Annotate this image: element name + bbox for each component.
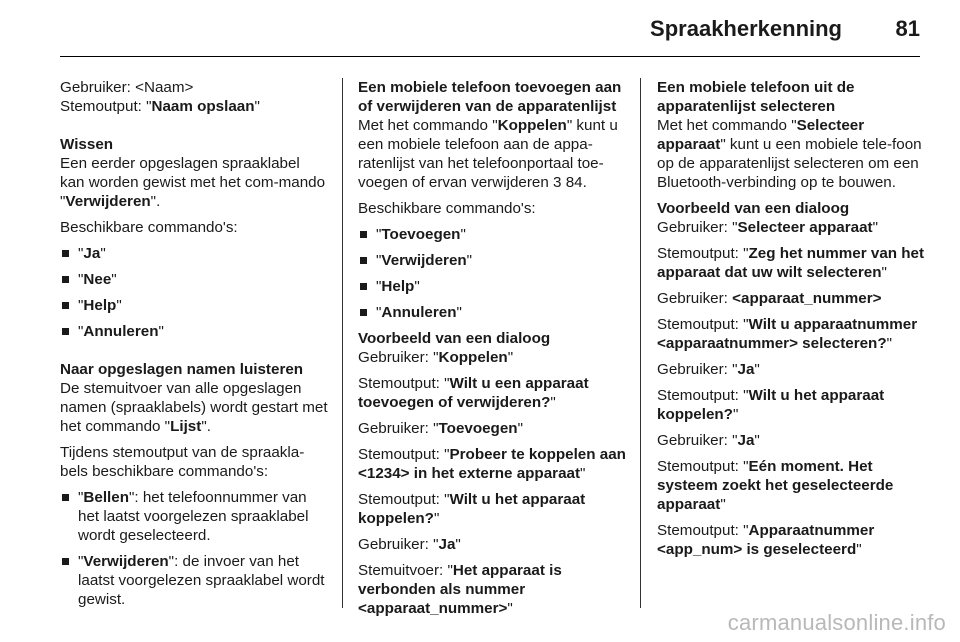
- dialog-line: Stemoutput: "Wilt u het apparaat koppelen?": [358, 491, 586, 527]
- list-item: "Help": [60, 296, 328, 315]
- dialog-line: Stemoutput: "Wilt u een apparaat toevoegen of verwijderen?": [358, 375, 589, 411]
- section-heading-koppelen: Een mobiele telefoon toevoegen aan of verwijderen van de apparatenlijst: [358, 79, 622, 115]
- dialog-line: Gebruiker: "Ja": [358, 536, 461, 553]
- dialog-line: Stemuitvoer: "Het apparaat is verbonden als nummer <apparaat_nummer>": [358, 562, 562, 617]
- section-heading-selecteren: Een mobiele telefoon uit de apparatenlijst selecteren: [657, 79, 855, 115]
- dialog-line: Stemoutput: "Apparaatnummer <app_num> is geselecteerd": [657, 522, 875, 558]
- available-commands: Beschikbare commando's:: [358, 200, 536, 217]
- section-heading-dialog: Voorbeeld van een dialoog: [358, 330, 551, 347]
- list-item: "Verwijderen": [358, 251, 626, 270]
- page-title: Spraakherkenning: [650, 16, 842, 41]
- dialog-line: Gebruiker: "Ja": [657, 432, 760, 449]
- available-commands: Beschikbare commando's:: [60, 219, 238, 236]
- list-item: "Verwijderen": de invoer van het laatst voorgelezen spraaklabel wordt gewist.: [60, 552, 328, 609]
- dialog-line: Gebruiker: "Toevoegen": [358, 420, 523, 437]
- list-item: "Annuleren": [60, 322, 328, 341]
- dialog-line: Stemoutput: "Eén moment. Het systeem zoekt het geselecteerde apparaat": [657, 458, 894, 513]
- tijdens-text: Tijdens stemoutput van de spraakla-bels beschikbare commando's:: [60, 444, 305, 480]
- dialog-line: Gebruiker: "Koppelen": [358, 349, 514, 366]
- list-item: "Nee": [60, 270, 328, 289]
- page-header: [0, 0, 960, 58]
- user-line: Gebruiker: <Naam>: [60, 79, 194, 96]
- wissen-text: Een eerder opgeslagen spraaklabel kan worden gewist met het com-mando "Verwijderen".: [60, 155, 326, 210]
- selecteren-text: Met het commando "Selecteer apparaat" kunt u een mobiele tele-foon op de apparatenlijst selecteren om een Bluetooth-verbinding op te bouwen.: [657, 117, 922, 191]
- header-rule: [60, 56, 920, 57]
- page-ref-icon: 3: [553, 174, 562, 191]
- list-item: "Help": [358, 277, 626, 296]
- list-item: "Annuleren": [358, 303, 626, 322]
- column-divider-1: [342, 78, 343, 608]
- voice-output-line: Stemoutput: "Naam opslaan": [60, 98, 260, 115]
- section-heading-wissen: Wissen: [60, 136, 114, 153]
- list-item: "Bellen": het telefoonnummer van het laatst voorgelezen spraaklabel wordt geselecteerd.: [60, 488, 328, 545]
- column-1: [60, 78, 328, 616]
- section-heading-dialog: Voorbeeld van een dialoog: [657, 200, 850, 217]
- koppelen-text: Met het commando "Koppelen" kunt u een mobiele telefoon aan de appa-ratenlijst van het telefoonportaal toe-voegen of ervan verwijderen 3 84.: [358, 117, 618, 191]
- list-item: "Ja": [60, 244, 328, 263]
- list-item: "Toevoegen": [358, 225, 626, 244]
- dialog-line: Stemoutput: "Zeg het nummer van het apparaat dat uw wilt selecteren": [657, 245, 925, 281]
- dialog-line: Gebruiker: <apparaat_nummer>: [657, 290, 882, 307]
- dialog-line: Gebruiker: "Selecteer apparaat": [657, 219, 879, 236]
- dialog-line: Stemoutput: "Wilt u apparaatnummer <apparaatnummer> selecteren?": [657, 316, 918, 352]
- column-3: [657, 78, 925, 566]
- column-2: [358, 78, 626, 625]
- dialog-line: Gebruiker: "Ja": [657, 361, 760, 378]
- page-number: 81: [895, 16, 920, 41]
- watermark: carmanualsonline.info: [727, 610, 946, 635]
- section-heading-naar: Naar opgeslagen namen luisteren: [60, 361, 304, 378]
- dialog-line: Stemoutput: "Wilt u het apparaat koppelen?": [657, 387, 885, 423]
- naar-text: De stemuitvoer van alle opgeslagen namen (spraaklabels) wordt gestart met het commando "Lijst".: [60, 380, 328, 435]
- column-divider-2: [640, 78, 641, 608]
- dialog-line: Stemoutput: "Probeer te koppelen aan <1234> in het externe apparaat": [358, 446, 626, 482]
